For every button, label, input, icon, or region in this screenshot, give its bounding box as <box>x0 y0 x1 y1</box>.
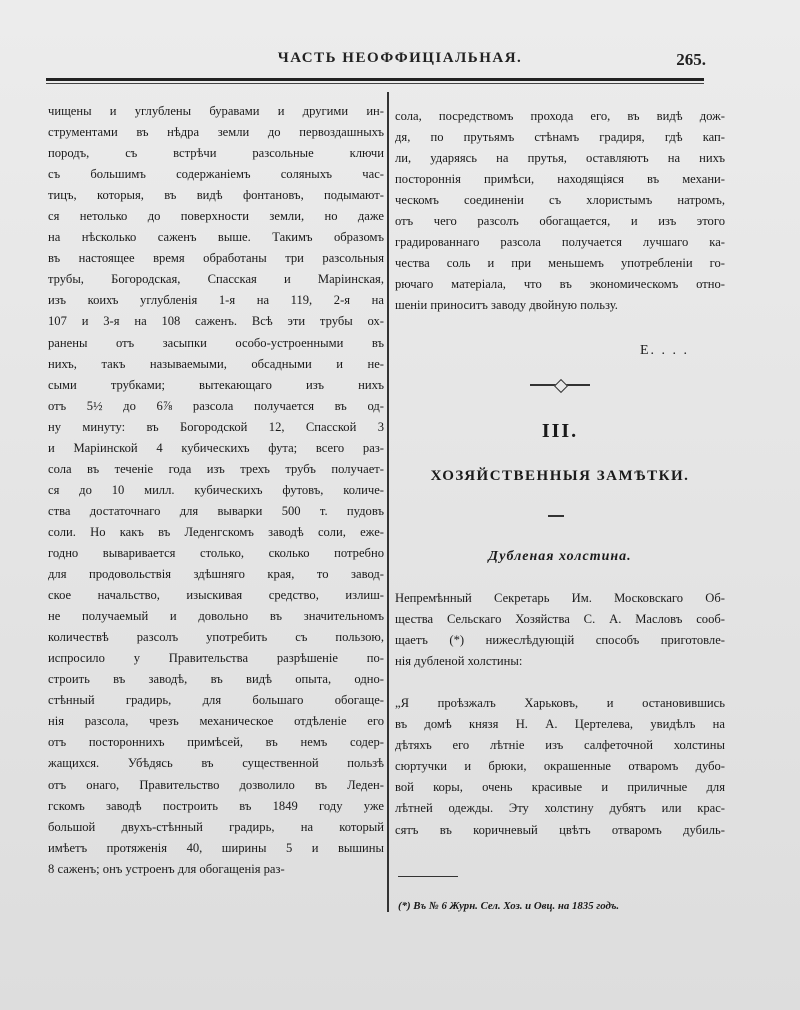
text-line: Непремѣнный Секретарь Им. Московскаго Об- <box>395 591 725 605</box>
text-line: ства достаточнаго для выварки 500 т. пудовъ <box>48 503 384 518</box>
text-line: жащихся. Убѣдясь въ существенной пользѣ <box>48 756 384 771</box>
text-line: трубы, Богородская, Спасская и Маріинская, <box>48 272 384 287</box>
text-line: щаетъ (*) нижеслѣдующій способъ приготовле- <box>395 633 725 648</box>
short-rule <box>548 515 564 517</box>
text-line: большой двухъ-стѣнный градирь, на который <box>48 819 384 834</box>
text-line: ское начальство, изыскивая средство, излиш- <box>48 588 384 603</box>
text-line: испросило у Правительства разрѣшеніе по- <box>48 651 384 666</box>
text-line: дя, по прутьямъ стѣнамъ градиря, гдѣ кап- <box>395 130 725 145</box>
text-line: шеніи приноситъ заводу двойную пользу. <box>395 298 618 313</box>
page-number: 265. <box>676 50 706 69</box>
running-header: ЧАСТЬ НЕОФФИЦІАЛЬНАЯ. <box>277 50 523 66</box>
text-line: нія дубленой холстины: <box>395 654 523 669</box>
text-line: отъ онаго, Правительство дозволило въ Леден- <box>48 777 384 792</box>
text-line: 8 саженъ; онъ устроенъ для обогащенія раз- <box>48 861 285 876</box>
text-line: ну минуту: въ Богородской 12, Спасской 3 <box>48 419 384 434</box>
text-line: количествѣ разсолъ употребить съ пользою, <box>48 630 384 645</box>
footnote-rule <box>398 876 458 877</box>
text-line: отъ чего разсолъ обогащается, и изъ этого <box>395 214 725 229</box>
text-line: нія разсола, чрезъ механическое отдѣленіе его <box>48 714 384 729</box>
text-line: нихъ, такъ называемыми, обсадными и не- <box>48 356 384 371</box>
text-line: ли, ударяясь на прутья, оставляютъ на нихъ <box>395 151 725 166</box>
text-line: отъ 5½ до 6⅞ разсола получается въ од- <box>48 398 384 413</box>
text-line: и Маріинской 4 кубическихъ фута; всего раз- <box>48 440 384 455</box>
footnote: (*) Въ № 6 Журн. Сел. Хоз. и Овц. на 1835 годъ. <box>398 900 620 912</box>
section-ornament <box>530 384 590 386</box>
text-line: чества соль и при меньшемъ употребленіи го- <box>395 256 725 271</box>
text-line: 107 и 3-я на 108 саженъ. Всѣ эти трубы ох- <box>48 314 384 329</box>
text-line: лѣтней одежды. Эту холстину дубятъ или крас- <box>395 801 725 816</box>
text-line: въ домѣ князя Н. А. Цертелева, увидѣлъ на <box>395 717 725 732</box>
header-rule <box>46 78 704 84</box>
text-line: сола, посредствомъ прохода его, въ видѣ дож- <box>395 109 725 123</box>
text-line: не получаемый и довольно въ значительномъ <box>48 609 384 624</box>
article-subheading: Дубленая холстина. <box>488 549 632 564</box>
left-column <box>48 101 384 880</box>
text-line: тицъ, которыя, въ видѣ фонтановъ, подымают- <box>48 188 384 203</box>
text-line: ранены отъ засыпки особо-устроенными въ <box>48 335 384 350</box>
text-line: постороннія примѣси, находящіяся въ механи- <box>395 172 725 187</box>
text-line: сятъ въ коричневый цвѣтъ отваромъ дубиль- <box>395 822 725 837</box>
text-line: щества Сельскаго Хозяйства С. А. Масловъ сооб- <box>395 612 725 627</box>
text-line: изъ коихъ углубленія 1-я на 119, 2-я на <box>48 293 384 308</box>
text-line: для продовольствія здѣшняго края, то завод- <box>48 567 384 582</box>
text-line: стѣнный градирь, для большаго обогаще- <box>48 693 384 708</box>
text-line: соли. Но какъ въ Леденгскомъ заводѣ соли, еже- <box>48 524 384 539</box>
author-signature: Е. . . . <box>640 343 690 358</box>
text-line <box>395 672 725 693</box>
section-number: III. <box>541 420 579 442</box>
text-line: на нѣсколько саженъ выше. Такимъ образомъ <box>48 230 384 245</box>
text-line: дѣтяхъ его лѣтніе изъ салфеточной холстины <box>395 738 725 753</box>
text-line: имѣетъ протяженія 40, ширины 5 и вышины <box>48 840 384 855</box>
text-line: отъ постороннихъ примѣсей, въ немъ содер- <box>48 735 384 750</box>
text-line: въ настоящее время обработаны три разсольныя <box>48 251 384 266</box>
text-line: сыми трубками; вытекающаго изъ нихъ <box>48 377 384 392</box>
right-column-bottom <box>395 588 725 841</box>
text-line: сюртучки и брюки, окрашенные отваромъ дубо- <box>395 759 725 774</box>
text-line: „Я проѣзжалъ Харьковъ, и остановившись <box>395 696 725 711</box>
text-line: вой коры, очень красивые и приличные для <box>395 780 725 795</box>
text-line: строить въ заводѣ, въ видѣ опыта, одно- <box>48 672 384 687</box>
text-line: съ большимъ содержаніемъ соляныхъ час- <box>48 167 384 182</box>
section-title: ХОЗЯЙСТВЕННЫЯ ЗАМѢТКИ. <box>430 468 690 484</box>
text-line: градированнаго разсола получается лучшаго ка- <box>395 235 725 250</box>
text-line: ся нетолько до поверхности земли, но даже <box>48 209 384 224</box>
text-line: сола въ теченіе года изъ трехъ трубъ получает- <box>48 461 384 476</box>
text-line: ческомъ соединеніи съ хлористымъ натромъ, <box>395 193 725 208</box>
text-line: рючаго матеріала, что въ экономическомъ отно- <box>395 277 725 292</box>
text-line: годно вывариваетcя столько, сколько потребно <box>48 545 384 560</box>
text-line: породъ, съ встрѣчи разсольные ключи <box>48 146 384 161</box>
text-line: чищены и углублены буравами и другими ин- <box>48 104 384 118</box>
right-column-top <box>395 106 725 316</box>
text-line: гскомъ заводѣ построить въ 1849 году уже <box>48 798 384 813</box>
text-line: ся до 10 милл. кубическихъ футовъ, количе- <box>48 482 384 497</box>
text-line: струментами въ нѣдра земли до первоздашныхъ <box>48 125 384 140</box>
column-divider <box>387 92 389 912</box>
